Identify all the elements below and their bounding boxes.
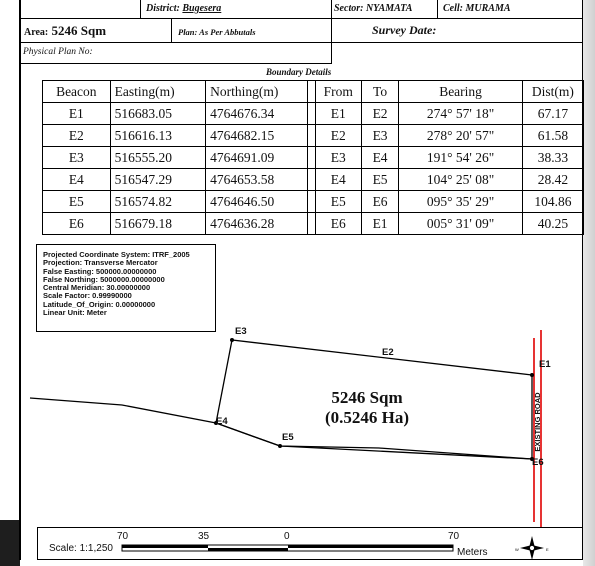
- cell-easting: 516555.20: [110, 147, 206, 169]
- projection-line: Projected Coordinate System: ITRF_2005: [43, 250, 190, 259]
- col-header-easting: Easting(m): [110, 81, 206, 103]
- cell-easting: 516547.29: [110, 169, 206, 191]
- cell-dist: 67.17: [522, 103, 583, 125]
- scale-bar-segment: [288, 545, 453, 548]
- cell-to: E5: [361, 169, 399, 191]
- physical-plan-label: Physical Plan No:: [23, 47, 93, 57]
- cell-northing: 4764691.09: [206, 147, 308, 169]
- projection-line: Linear Unit: Meter: [43, 308, 107, 318]
- cell-to: E1: [361, 213, 399, 235]
- projection-line: False Easting: 500000.00000000: [43, 266, 157, 276]
- parcel-area-sqm: 5246 Sqm: [331, 388, 403, 407]
- cell-dist: 104.86: [522, 191, 583, 213]
- cell-to: E6: [361, 191, 399, 213]
- projection-line: Central Meridian: 30.00000000: [43, 283, 151, 293]
- col-header-northing: Northing(m): [206, 81, 308, 103]
- scale-label: Scale: 1:1,250: [49, 543, 113, 554]
- scale-tick-label: 0: [284, 531, 290, 542]
- cell-from: E6: [315, 213, 361, 235]
- parcel-area-ha: (0.5246 Ha): [324, 408, 410, 427]
- cell-dist: 38.33: [522, 147, 583, 169]
- cell-easting: 516616.13: [110, 125, 206, 147]
- cell-from: E2: [315, 125, 361, 147]
- cell-to: E2: [361, 103, 399, 125]
- area-label: Area:: [24, 27, 49, 38]
- plan-field: Plan: As Per Abbutals: [178, 27, 256, 37]
- col-header-beacon: Beacon: [43, 81, 111, 103]
- cell-bearing: 278° 20' 57": [399, 125, 522, 147]
- scale-tick-label: 35: [198, 531, 210, 542]
- cell-bearing: 095° 35' 29": [399, 191, 522, 213]
- cell-easting: 516574.82: [110, 191, 206, 213]
- projection-line: False Northing: 5000000.00000000: [43, 274, 165, 284]
- scale-bar-segment: [122, 545, 208, 548]
- scale-tick-label: 70: [117, 531, 129, 542]
- cell-northing: 4764636.28: [206, 213, 308, 235]
- beacon-label-e6: E6: [532, 457, 544, 468]
- cell-beacon: E2: [43, 125, 111, 147]
- beacon-label-e2: E2: [382, 347, 394, 358]
- cell-easting: 516683.05: [110, 103, 206, 125]
- cell-easting: 516679.18: [110, 213, 206, 235]
- scale-tick-label: 70: [448, 531, 460, 542]
- cell-northing: 4764682.15: [206, 125, 308, 147]
- projection-line: Projection: Transverse Mercator: [43, 258, 158, 268]
- cell-bearing: 191° 54' 26": [399, 147, 522, 169]
- cell-label: Cell:: [443, 3, 463, 14]
- cell-northing: 4764653.58: [206, 169, 308, 191]
- cell-beacon: E4: [43, 169, 111, 191]
- cell-from: E3: [315, 147, 361, 169]
- projection-line: Latitude_Of_Origin: 0.00000000: [43, 299, 156, 309]
- survey-date-label: Survey Date:: [372, 23, 437, 37]
- svg-text:W: W: [515, 547, 519, 552]
- cell-from: E5: [315, 191, 361, 213]
- cell-dist: 61.58: [522, 125, 583, 147]
- boundary-title: Boundary Details: [266, 67, 332, 77]
- area-value: 5246 Sqm: [51, 23, 107, 38]
- beacon-label-e3: E3: [235, 326, 247, 337]
- cell-to: E3: [361, 125, 399, 147]
- compass-icon: [512, 534, 552, 562]
- existing-road-label: EXISTING ROAD: [533, 392, 542, 452]
- beacon-label-e5: E5: [282, 432, 294, 443]
- cell-bearing: 104° 25' 08": [399, 169, 522, 191]
- beacon-label-e4: E4: [216, 416, 228, 427]
- scale-units: Meters: [457, 547, 488, 558]
- cell-beacon: E6: [43, 213, 111, 235]
- cell-bearing: 005° 31' 09": [399, 213, 522, 235]
- cell-beacon: E1: [43, 103, 111, 125]
- district-label: District:: [146, 3, 180, 14]
- sector-value: NYAMATA: [365, 3, 413, 14]
- scale-bar-segment: [208, 548, 288, 551]
- cell-to: E4: [361, 147, 399, 169]
- sector-label: Sector:: [334, 3, 364, 14]
- cell-northing: 4764676.34: [206, 103, 308, 125]
- cell-value: MURAMA: [465, 3, 511, 14]
- projection-line: Scale Factor: 0.99990000: [43, 291, 132, 301]
- cell-from: E1: [315, 103, 361, 125]
- beacon-label-e1: E1: [539, 359, 551, 370]
- svg-text:E: E: [546, 547, 549, 552]
- cell-beacon: E3: [43, 147, 111, 169]
- cell-from: E4: [315, 169, 361, 191]
- col-header-to: To: [361, 81, 399, 103]
- col-header-bearing: Bearing: [399, 81, 522, 103]
- district-value: Bugesera: [182, 3, 222, 14]
- col-header-dist: Dist(m): [522, 81, 583, 103]
- cell-beacon: E5: [43, 191, 111, 213]
- cell-bearing: 274° 57' 18": [399, 103, 522, 125]
- cell-northing: 4764646.50: [206, 191, 308, 213]
- cell-dist: 28.42: [522, 169, 583, 191]
- col-header-from: From: [315, 81, 361, 103]
- cell-dist: 40.25: [522, 213, 583, 235]
